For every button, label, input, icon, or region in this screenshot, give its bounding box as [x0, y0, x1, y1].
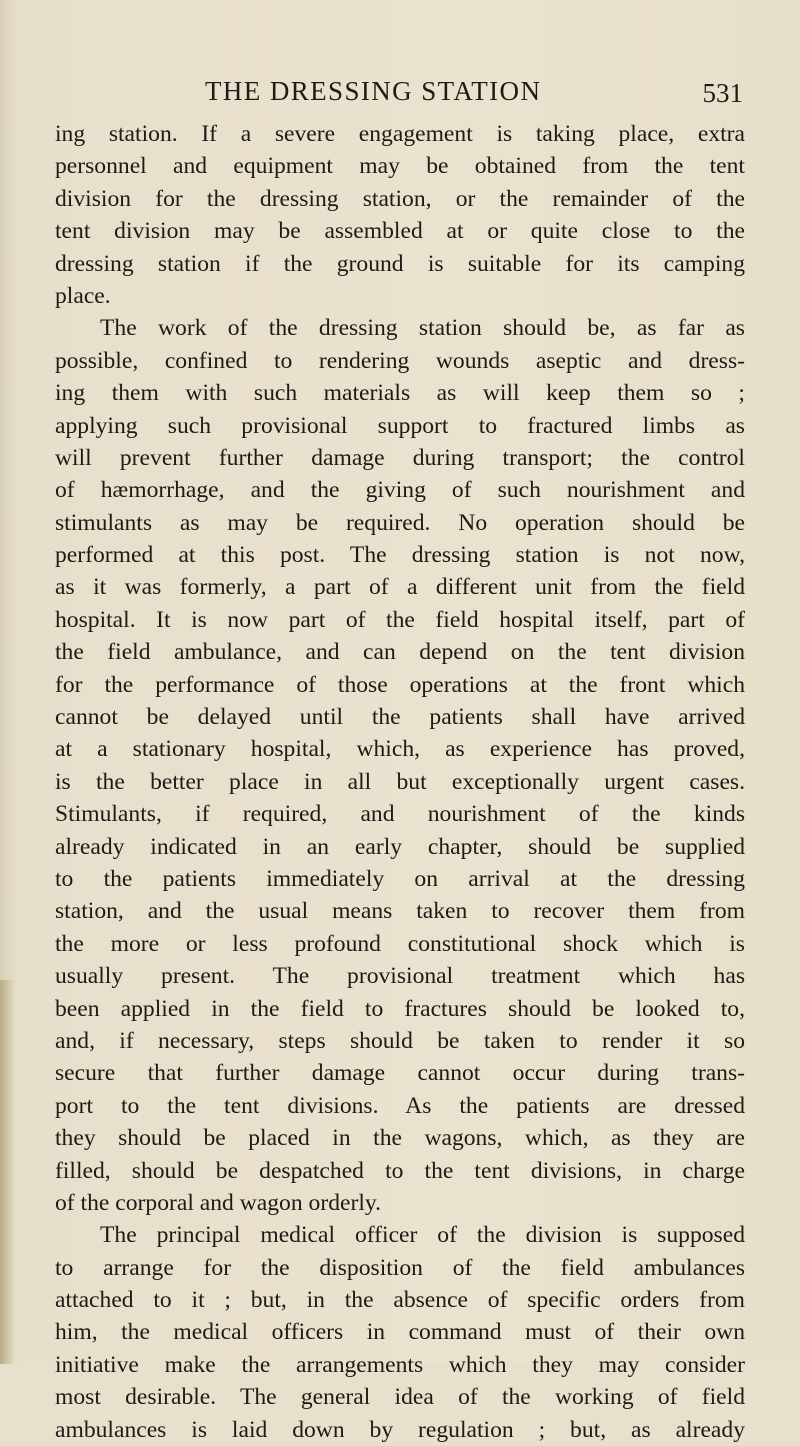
text-line: Stimulants, if required, and nourishment of the kinds — [55, 801, 745, 828]
text-line: The principal medical officer of the division is supposed — [100, 1222, 745, 1249]
running-title: THE DRESSING STATION — [205, 76, 542, 106]
text-line: been applied in the field to fractures should be looked to, — [55, 995, 745, 1022]
text-line: cannot be delayed until the patients shall have arrived — [55, 704, 745, 731]
text-line: port to the tent divisions. As the patients are dressed — [55, 1092, 745, 1119]
text-line: of hæmorrhage, and the giving of such nourishment and — [55, 477, 745, 504]
text-line: ing them with such materials as will keep them so ; — [55, 380, 745, 407]
text-line: as it was formerly, a part of a different unit from the field — [55, 574, 745, 601]
text-line: of the corporal and wagon orderly. — [55, 1189, 382, 1216]
text-line: stimulants as may be required. No operation should be — [55, 509, 745, 536]
text-line: secure that further damage cannot occur during trans- — [55, 1060, 745, 1087]
text-line: already indicated in an early chapter, should be supplied — [55, 833, 745, 860]
text-line: is the better place in all but exceptionally urgent cases. — [55, 768, 745, 795]
text-line: they should be placed in the wagons, which, as they are — [55, 1125, 745, 1152]
text-line: place. — [55, 282, 111, 309]
page-edge-shadow — [0, 980, 14, 1364]
text-line: will prevent further damage during transport; the control — [55, 444, 745, 471]
text-line: to the patients immediately on arrival at the dressing — [55, 865, 745, 892]
running-header — [55, 76, 755, 116]
text-line: initiative make the arrangements which they may consider — [55, 1351, 745, 1378]
text-line: ing station. If a severe engagement is taking place, extra — [55, 121, 745, 147]
text-line: attached to it ; but, in the absence of specific orders from — [55, 1287, 745, 1314]
text-line: to arrange for the disposition of the field ambulances — [55, 1254, 745, 1281]
page-number: 531 — [702, 78, 743, 108]
text-line: him, the medical officers in command must of their own — [55, 1319, 745, 1346]
text-line: tent division may be assembled at or quite close to the — [55, 218, 745, 245]
text-line: at a stationary hospital, which, as experience has proved, — [55, 736, 745, 763]
text-line: for the performance of those operations at the front which — [55, 671, 745, 698]
text-line: possible, confined to rendering wounds aseptic and dress- — [55, 347, 745, 374]
text-line: The work of the dressing station should be, as far as — [100, 315, 745, 342]
text-line: ambulances is laid down by regulation ; but, as already — [55, 1416, 745, 1443]
text-line: the more or less profound constitutional shock which is — [55, 930, 745, 957]
text-line: most desirable. The general idea of the working of field — [55, 1384, 745, 1411]
text-line: usually present. The provisional treatment which has — [55, 963, 745, 990]
text-line: personnel and equipment may be obtained from the tent — [55, 153, 745, 180]
text-line: hospital. It is now part of the field hospital itself, part of — [55, 606, 745, 633]
text-line: the field ambulance, and can depend on the tent division — [55, 639, 745, 666]
text-line: applying such provisional support to fractured limbs as — [55, 412, 745, 439]
text-line: and, if necessary, steps should be taken to render it so — [55, 1027, 745, 1054]
text-line: station, and the usual means taken to recover them from — [55, 898, 745, 925]
body-text — [55, 118, 745, 1446]
text-line: filled, should be despatched to the tent divisions, in charge — [55, 1157, 745, 1184]
text-line: performed at this post. The dressing station is not now, — [55, 542, 745, 569]
text-line: division for the dressing station, or the remainder of the — [55, 185, 745, 212]
text-line: dressing station if the ground is suitable for its camping — [55, 250, 745, 277]
